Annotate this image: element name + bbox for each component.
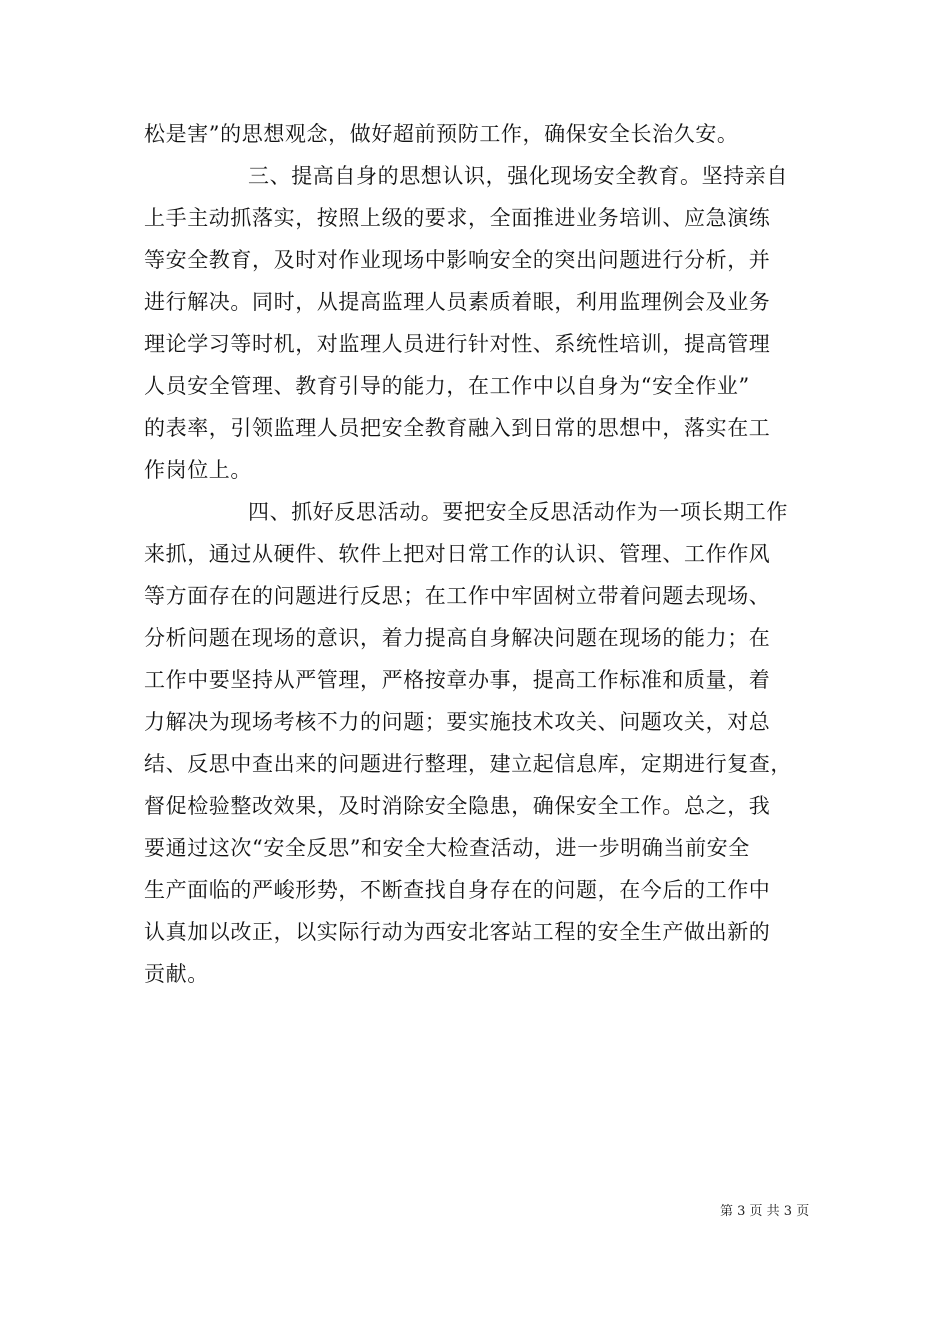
body-text-line: 上手主动抓落实，按照上级的要求，全面推进业务培训、应急演练 [144,206,771,230]
body-text-line: 理论学习等时机，对监理人员进行针对性、系统性培训，提高管理 [144,332,771,356]
body-text-line: 等方面存在的问题进行反思；在工作中牢固树立带着问题去现场、 [144,584,771,608]
body-text-line: 工作中要坚持从严管理，严格按章办事，提高工作标准和质量，着 [144,668,771,692]
body-text-line: 进行解决。同时，从提高监理人员素质着眼，利用监理例会及业务 [144,290,771,314]
body-text-line: 的表率，引领监理人员把安全教育融入到日常的思想中，落实在工 [144,416,771,440]
paragraph-4-first-line: 四、抓好反思活动。要把安全反思活动作为一项长期工作 [248,500,788,524]
body-text-line: 来抓，通过从硬件、软件上把对日常工作的认识、管理、工作作风 [144,542,771,566]
body-text-line: 作岗位上。 [144,458,252,482]
body-text-line: 结、反思中查出来的问题进行整理，建立起信息库，定期进行复查， [144,752,792,776]
paragraph-3-first-line: 三、提高自身的思想认识，强化现场安全教育。坚持亲自 [248,164,788,188]
body-text-line: 分析问题在现场的意识，着力提高自身解决问题在现场的能力；在 [144,626,771,650]
body-text-line: 力解决为现场考核不力的问题；要实施技术攻关、问题攻关，对总 [144,710,771,734]
body-text-line: 人员安全管理、教育引导的能力，在工作中以自身为“安全作业” [144,374,750,398]
body-text-line: 贡献。 [144,962,209,986]
body-text-line: 要通过这次“安全反思”和安全大检查活动，进一步明确当前安全 [144,836,750,860]
body-text-line: 认真加以改正，以实际行动为西安北客站工程的安全生产做出新的 [144,920,771,944]
body-text-line: 生产面临的严峻形势，不断查找自身存在的问题，在今后的工作中 [144,878,771,902]
body-text-line: 督促检验整改效果，及时消除安全隐患，确保安全工作。总之，我 [144,794,771,818]
body-text-line: 松是害”的思想观念，做好超前预防工作，确保安全长治久安。 [144,122,739,146]
body-text-line: 等安全教育，及时对作业现场中影响安全的突出问题进行分析，并 [144,248,771,272]
page-number-footer: 第 3 页 共 3 页 [720,1204,810,1219]
